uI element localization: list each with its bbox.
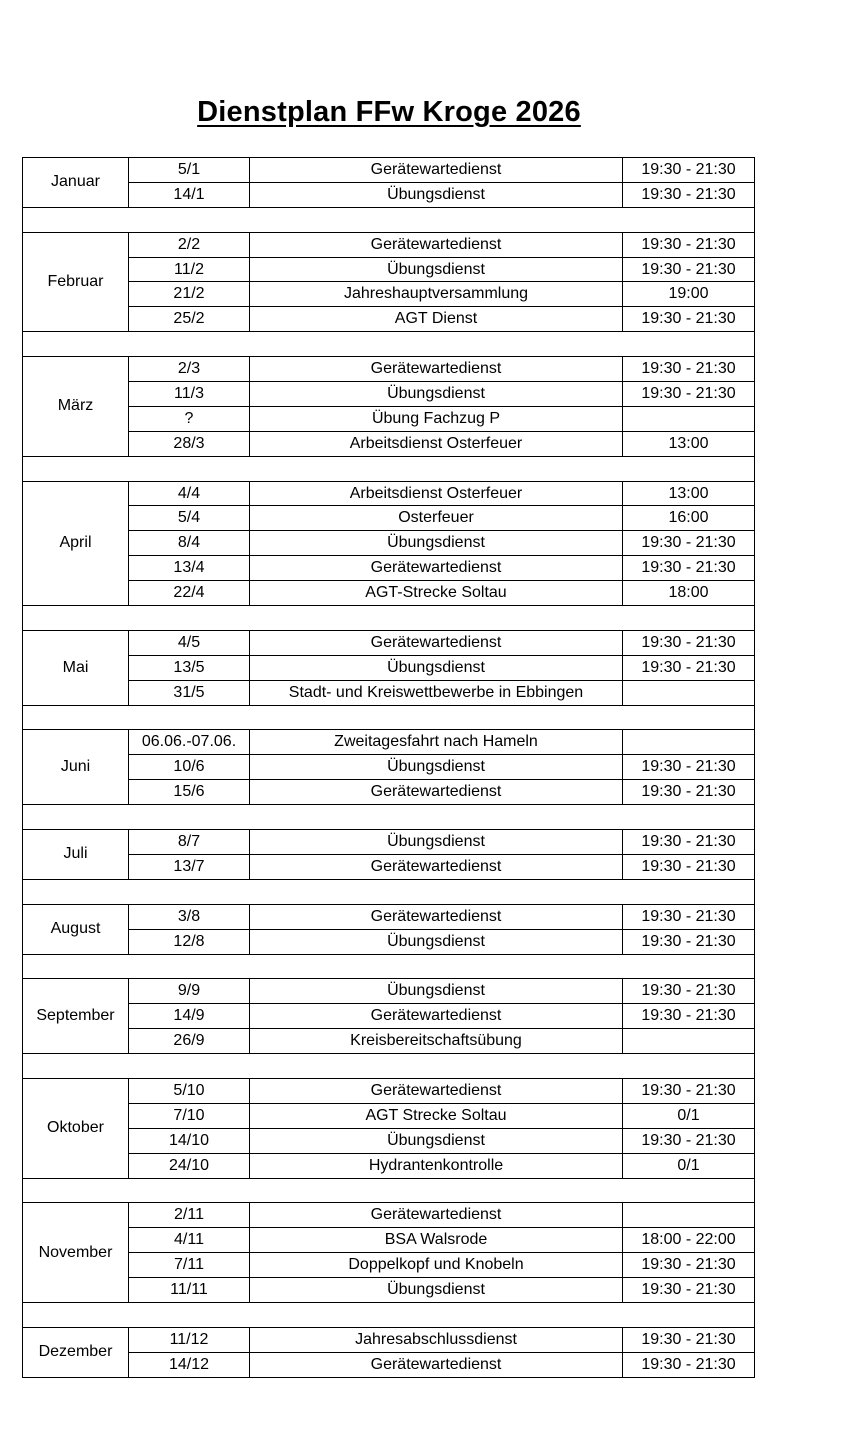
date-cell: 13/4 — [129, 556, 250, 581]
date-cell: 24/10 — [129, 1153, 250, 1178]
date-cell: 2/3 — [129, 357, 250, 382]
schedule-row — [23, 357, 755, 382]
time-cell: 19:30 - 21:30 — [623, 307, 755, 332]
date-cell: 2/11 — [129, 1203, 250, 1228]
time-cell: 19:30 - 21:30 — [623, 1078, 755, 1103]
time-cell: 19:30 - 21:30 — [623, 755, 755, 780]
event-cell: AGT Strecke Soltau — [250, 1103, 623, 1128]
date-cell: 4/5 — [129, 630, 250, 655]
time-cell — [623, 1203, 755, 1228]
time-cell: 19:30 - 21:30 — [623, 556, 755, 581]
time-cell: 19:30 - 21:30 — [623, 630, 755, 655]
date-cell: 2/2 — [129, 232, 250, 257]
schedule-row — [23, 158, 755, 183]
date-cell: 5/10 — [129, 1078, 250, 1103]
event-cell: Jahreshauptversammlung — [250, 282, 623, 307]
schedule-row — [23, 282, 755, 307]
month-separator-row — [23, 1178, 755, 1203]
date-cell: 12/8 — [129, 929, 250, 954]
month-name-cell: Oktober — [23, 1078, 129, 1178]
time-cell — [623, 680, 755, 705]
time-cell: 19:30 - 21:30 — [623, 257, 755, 282]
schedule-row — [23, 232, 755, 257]
time-cell: 13:00 — [623, 431, 755, 456]
schedule-row — [23, 1153, 755, 1178]
schedule-row — [23, 1029, 755, 1054]
date-cell: 7/10 — [129, 1103, 250, 1128]
schedule-row — [23, 1078, 755, 1103]
date-cell: 14/1 — [129, 182, 250, 207]
schedule-row — [23, 382, 755, 407]
event-cell: Gerätewartedienst — [250, 1078, 623, 1103]
month-separator-row — [23, 332, 755, 357]
schedule-row — [23, 431, 755, 456]
time-cell: 18:00 - 22:00 — [623, 1228, 755, 1253]
event-cell: Übungsdienst — [250, 979, 623, 1004]
time-cell: 19:30 - 21:30 — [623, 1278, 755, 1303]
event-cell: Gerätewartedienst — [250, 1203, 623, 1228]
time-cell: 19:30 - 21:30 — [623, 830, 755, 855]
event-cell: Übungsdienst — [250, 655, 623, 680]
schedule-row — [23, 406, 755, 431]
time-cell: 19:30 - 21:30 — [623, 182, 755, 207]
schedule-row — [23, 1103, 755, 1128]
date-cell: 13/5 — [129, 655, 250, 680]
time-cell: 18:00 — [623, 581, 755, 606]
month-separator-cell — [23, 606, 755, 631]
event-cell: Kreisbereitschaftsübung — [250, 1029, 623, 1054]
event-cell: Übungsdienst — [250, 382, 623, 407]
month-separator-row — [23, 705, 755, 730]
schedule-row — [23, 581, 755, 606]
date-cell: 14/10 — [129, 1128, 250, 1153]
date-cell: 10/6 — [129, 755, 250, 780]
event-cell: Gerätewartedienst — [250, 854, 623, 879]
schedule-row — [23, 1004, 755, 1029]
time-cell: 13:00 — [623, 481, 755, 506]
time-cell: 0/1 — [623, 1153, 755, 1178]
month-name-cell: Februar — [23, 232, 129, 332]
time-cell: 19:30 - 21:30 — [623, 1352, 755, 1377]
month-separator-cell — [23, 332, 755, 357]
event-cell: Übungsdienst — [250, 929, 623, 954]
date-cell: 9/9 — [129, 979, 250, 1004]
event-cell: Doppelkopf und Knobeln — [250, 1253, 623, 1278]
month-separator-row — [23, 207, 755, 232]
month-separator-row — [23, 1054, 755, 1079]
page-title: Dienstplan FFw Kroge 2026 — [197, 96, 581, 128]
month-separator-cell — [23, 879, 755, 904]
date-cell: 25/2 — [129, 307, 250, 332]
event-cell: Gerätewartedienst — [250, 158, 623, 183]
event-cell: Übungsdienst — [250, 182, 623, 207]
schedule-row — [23, 1253, 755, 1278]
schedule-row — [23, 1128, 755, 1153]
event-cell: Arbeitsdienst Osterfeuer — [250, 431, 623, 456]
schedule-row — [23, 854, 755, 879]
date-cell: 4/4 — [129, 481, 250, 506]
month-separator-cell — [23, 207, 755, 232]
duty-schedule-body — [23, 158, 755, 1378]
month-separator-row — [23, 1302, 755, 1327]
schedule-row — [23, 556, 755, 581]
event-cell: AGT Dienst — [250, 307, 623, 332]
time-cell: 19:00 — [623, 282, 755, 307]
schedule-row — [23, 780, 755, 805]
schedule-row — [23, 1278, 755, 1303]
schedule-row — [23, 929, 755, 954]
month-name-cell: Dezember — [23, 1327, 129, 1377]
schedule-row — [23, 755, 755, 780]
time-cell: 19:30 - 21:30 — [623, 1327, 755, 1352]
date-cell: 11/12 — [129, 1327, 250, 1352]
date-cell: 7/11 — [129, 1253, 250, 1278]
month-name-cell: März — [23, 357, 129, 457]
event-cell: Gerätewartedienst — [250, 630, 623, 655]
event-cell: Zweitagesfahrt nach Hameln — [250, 730, 623, 755]
event-cell: Jahresabschlussdienst — [250, 1327, 623, 1352]
schedule-row — [23, 506, 755, 531]
date-cell: 26/9 — [129, 1029, 250, 1054]
schedule-row — [23, 531, 755, 556]
time-cell: 19:30 - 21:30 — [623, 655, 755, 680]
month-separator-row — [23, 805, 755, 830]
month-name-cell: November — [23, 1203, 129, 1303]
month-separator-cell — [23, 1178, 755, 1203]
schedule-row — [23, 481, 755, 506]
date-cell: 5/4 — [129, 506, 250, 531]
month-name-cell: Januar — [23, 158, 129, 208]
date-cell: 14/9 — [129, 1004, 250, 1029]
event-cell: Gerätewartedienst — [250, 556, 623, 581]
event-cell: Gerätewartedienst — [250, 780, 623, 805]
date-cell: 8/4 — [129, 531, 250, 556]
month-separator-row — [23, 879, 755, 904]
month-separator-cell — [23, 1054, 755, 1079]
time-cell: 19:30 - 21:30 — [623, 1004, 755, 1029]
time-cell — [623, 730, 755, 755]
event-cell: AGT-Strecke Soltau — [250, 581, 623, 606]
time-cell: 19:30 - 21:30 — [623, 904, 755, 929]
event-cell: Übungsdienst — [250, 1278, 623, 1303]
month-name-cell: Juni — [23, 730, 129, 805]
schedule-row — [23, 904, 755, 929]
date-cell: ? — [129, 406, 250, 431]
schedule-row — [23, 182, 755, 207]
schedule-row — [23, 655, 755, 680]
event-cell: Übungsdienst — [250, 531, 623, 556]
event-cell: Übung Fachzug P — [250, 406, 623, 431]
time-cell: 19:30 - 21:30 — [623, 382, 755, 407]
time-cell: 19:30 - 21:30 — [623, 158, 755, 183]
event-cell: Übungsdienst — [250, 830, 623, 855]
month-separator-cell — [23, 1302, 755, 1327]
month-name-cell: September — [23, 979, 129, 1054]
month-separator-row — [23, 606, 755, 631]
time-cell: 16:00 — [623, 506, 755, 531]
schedule-row — [23, 307, 755, 332]
date-cell: 31/5 — [129, 680, 250, 705]
event-cell: Osterfeuer — [250, 506, 623, 531]
time-cell: 19:30 - 21:30 — [623, 780, 755, 805]
time-cell: 19:30 - 21:30 — [623, 1128, 755, 1153]
month-separator-cell — [23, 456, 755, 481]
time-cell: 19:30 - 21:30 — [623, 232, 755, 257]
date-cell: 21/2 — [129, 282, 250, 307]
event-cell: Hydrantenkontrolle — [250, 1153, 623, 1178]
time-cell — [623, 1029, 755, 1054]
event-cell: Gerätewartedienst — [250, 232, 623, 257]
event-cell: Gerätewartedienst — [250, 357, 623, 382]
event-cell: Stadt- und Kreiswettbewerbe in Ebbingen — [250, 680, 623, 705]
month-name-cell: Mai — [23, 630, 129, 705]
date-cell: 5/1 — [129, 158, 250, 183]
month-name-cell: Juli — [23, 830, 129, 880]
event-cell: Übungsdienst — [250, 1128, 623, 1153]
date-cell: 4/11 — [129, 1228, 250, 1253]
event-cell: BSA Walsrode — [250, 1228, 623, 1253]
date-cell: 22/4 — [129, 581, 250, 606]
time-cell: 19:30 - 21:30 — [623, 979, 755, 1004]
month-separator-row — [23, 954, 755, 979]
month-separator-cell — [23, 705, 755, 730]
schedule-row — [23, 830, 755, 855]
date-cell: 11/2 — [129, 257, 250, 282]
date-cell: 11/3 — [129, 382, 250, 407]
duty-schedule-table — [22, 157, 755, 1378]
event-cell: Übungsdienst — [250, 257, 623, 282]
schedule-row — [23, 730, 755, 755]
date-cell: 11/11 — [129, 1278, 250, 1303]
schedule-row — [23, 680, 755, 705]
date-cell: 15/6 — [129, 780, 250, 805]
schedule-row — [23, 1352, 755, 1377]
date-cell: 14/12 — [129, 1352, 250, 1377]
date-cell: 06.06.-07.06. — [129, 730, 250, 755]
time-cell: 19:30 - 21:30 — [623, 531, 755, 556]
date-cell: 28/3 — [129, 431, 250, 456]
date-cell: 8/7 — [129, 830, 250, 855]
time-cell: 19:30 - 21:30 — [623, 854, 755, 879]
schedule-row — [23, 1203, 755, 1228]
date-cell: 3/8 — [129, 904, 250, 929]
month-name-cell: April — [23, 481, 129, 605]
schedule-row — [23, 1327, 755, 1352]
time-cell — [623, 406, 755, 431]
event-cell: Gerätewartedienst — [250, 1004, 623, 1029]
event-cell: Gerätewartedienst — [250, 1352, 623, 1377]
month-separator-cell — [23, 954, 755, 979]
month-name-cell: August — [23, 904, 129, 954]
schedule-row — [23, 1228, 755, 1253]
time-cell: 19:30 - 21:30 — [623, 357, 755, 382]
month-separator-row — [23, 456, 755, 481]
schedule-row — [23, 630, 755, 655]
time-cell: 19:30 - 21:30 — [623, 1253, 755, 1278]
event-cell: Arbeitsdienst Osterfeuer — [250, 481, 623, 506]
event-cell: Gerätewartedienst — [250, 904, 623, 929]
schedule-row — [23, 257, 755, 282]
schedule-row — [23, 979, 755, 1004]
event-cell: Übungsdienst — [250, 755, 623, 780]
time-cell: 19:30 - 21:30 — [623, 929, 755, 954]
month-separator-cell — [23, 805, 755, 830]
time-cell: 0/1 — [623, 1103, 755, 1128]
date-cell: 13/7 — [129, 854, 250, 879]
